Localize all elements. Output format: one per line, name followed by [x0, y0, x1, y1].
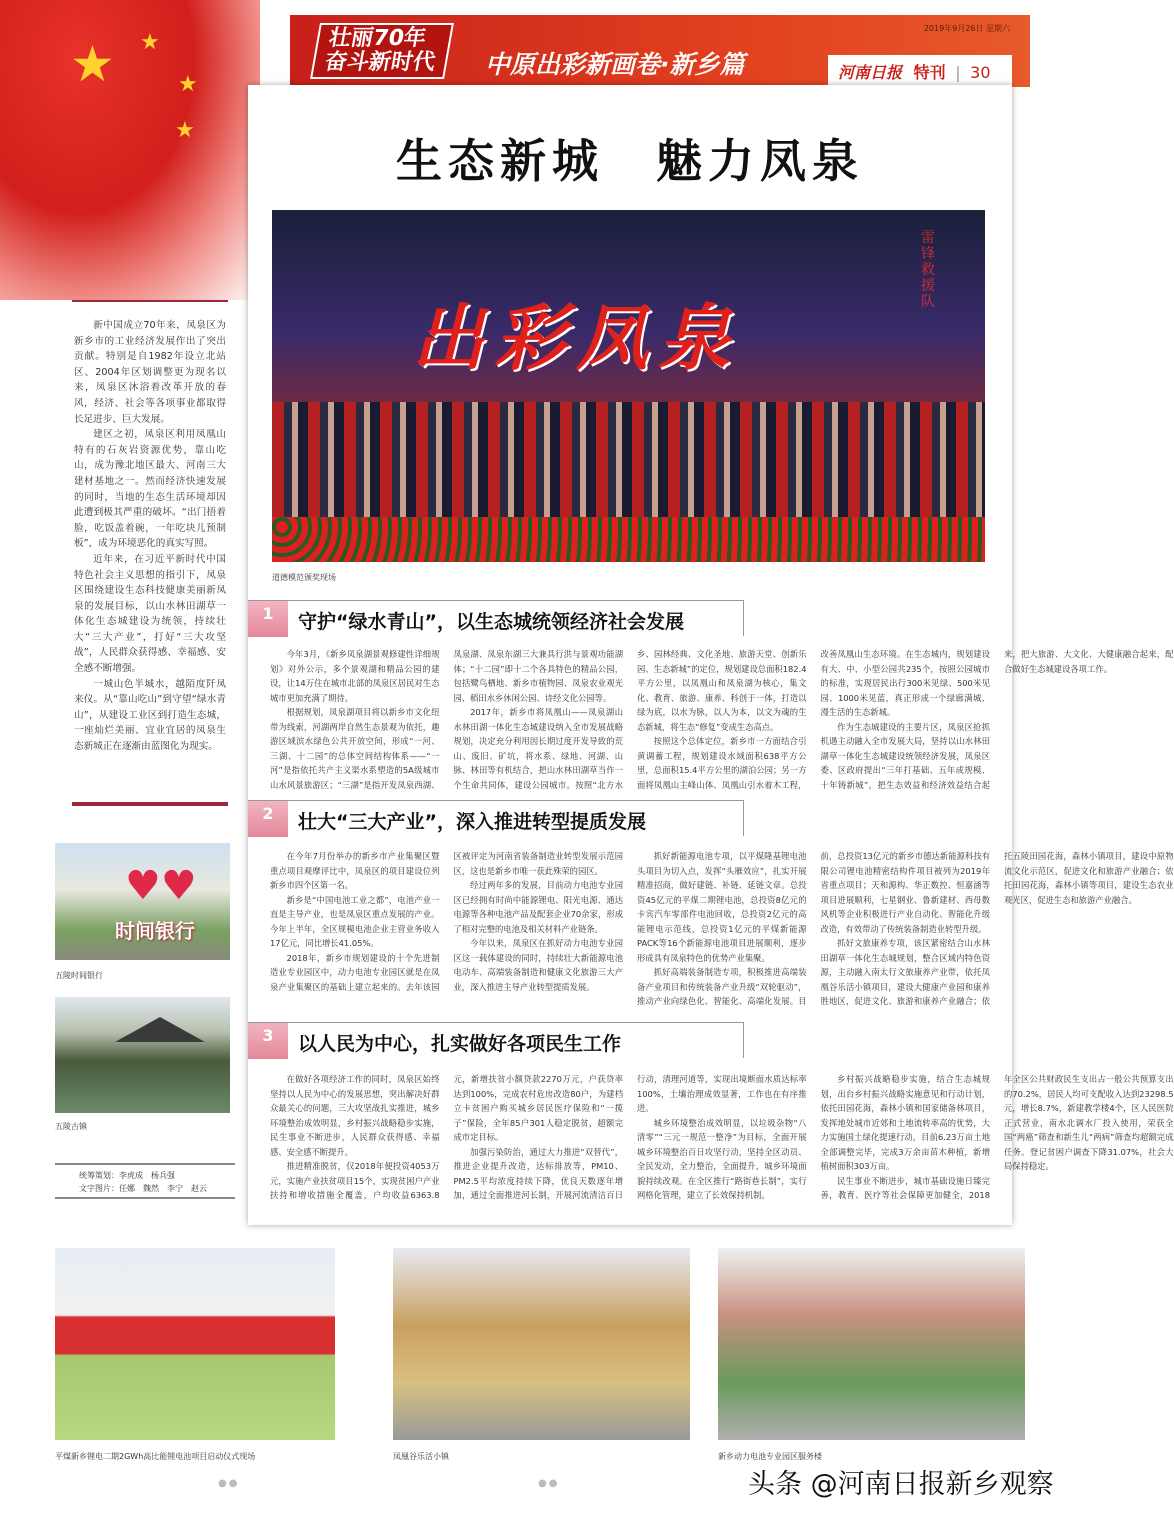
- credit-line: 文字图片：任娜 魏然 李宁 赵云: [79, 1184, 207, 1193]
- ancient-town-photo: [55, 997, 230, 1113]
- star-icon: ★: [70, 35, 115, 93]
- anniversary-logo: 壮丽70年 奋斗新时代: [310, 23, 454, 79]
- section-number: 3: [248, 1023, 288, 1059]
- paragraph: 按照这个总体定位，新乡市一方面结合引黄调蓄工程，规划建设水域面积638平方公里，总面积15.4平方公里的湖泊公园；另一方面将凤凰山主峰山体、凤凰山引水着木工程，改善凤凰山生态环境。在生态城内，规划建设有大、中、小型公园共235个，按照公园城市的标准，实现居民出行300米见绿、500米见园、1000米见蓝，真正形成一个绿廊满城、漫生活的生态新城。: [637, 649, 990, 790]
- watermark: 头条 @河南日报新乡观察: [748, 1469, 1054, 1500]
- page-number: 30: [970, 63, 991, 82]
- star-icon: ★: [178, 72, 198, 97]
- edition-label: 特刊: [913, 63, 946, 82]
- paragraph: 抓好文旅康养专项，该区紧密结合山水林田湖草一体化生态城规划，整合区域内特色资源，主动融入南太行文旅康养产业带，依托凤凰谷乐活小镇项目，建设大健康产业园和康养胜地区，促进文化、旅游和康养产业融合；依托五陵田园花海，森林小镇项目，建设中原物流文化示范区，促进文化和旅游产业融合；依托田园花海，森林小镇等项目，建设生态农业观光区，促进生态和旅游产业融合。: [820, 851, 1174, 1006]
- section-header-3: [248, 1022, 744, 1058]
- section-header-1: [248, 600, 744, 636]
- page-title: 生态新城 魅力凤泉: [396, 134, 864, 188]
- paragraph: 在今年7月份举办的新乡市产业集聚区暨重点项目观摩评比中，凤泉区的项目建设位列新乡市四个区第一名。: [270, 851, 440, 890]
- industrial-park-photo: [718, 1248, 1025, 1440]
- paragraph: 推进精准脱贫，仅2018年便投资4053万元，实施产业扶贫项目15个，实现贫困户产业扶持和增收措施全覆盖，户均收益6363.8元，新增扶贫小额贷款2270万元，户获贷率达到100%，完成农村危房改造80户，为建档立卡贫困户购买城乡居民医疗保险和“一揽子”保险，全年85户301人稳定脱贫，超额完成市定目标。: [270, 1074, 623, 1200]
- paragraph: 新乡是“中国电池工业之都”，电池产业一直是主导产业，也是凤泉区重点发展的产业。今年上半年，全区规模电池企业主营业务收入17亿元，同比增长41.05%。: [270, 894, 440, 948]
- gallery-pager[interactable]: ●●: [218, 1478, 240, 1489]
- section-title: 壮大“三大产业”，深入推进转型提质发展: [298, 811, 646, 833]
- paragraph: 近年来，在习近平新时代中国特色社会主义思想的指引下，凤泉区围绕建设生态科技健康美丽新凤泉的发展目标，以山水林田湖草一体化生态城建设为统领，持续壮大“三大产业”，打好“三大攻坚战”，人民群众获得感、幸福感、安全感不断增强。: [74, 553, 226, 675]
- heart-icon: ♥♥: [125, 863, 197, 909]
- time-bank-photo: [55, 843, 230, 960]
- page-tab: 河南日报 特刊 | 30: [828, 55, 1012, 87]
- paragraph: 2017年，新乡市将凤凰山——凤泉湖山水林田湖一体化生态城建设纳入全市发展战略规划，决定充分利用因长期过度开发导致的荒山、废旧、矿坑，将水系、绿地、河湖、山脉、林田等有机结合，把山水林田湖草当作一个生命共同体，建设公园城市。按照“北方水乡、园林经典、文化圣地、旅游天堂、创新乐园、生态新城”的定位，规划建设总面积182.4平方公里，以凤凰山和凤泉湖为核心，集文化、教育、旅游、康养、科创于一体，打造以绿为底，以水为脉，以人为本，以文为魂的生态新城，将生态“修复”变成生态高点。: [453, 649, 807, 790]
- sidebar-intro: [74, 318, 226, 755]
- paragraph: 抓好新能源电池专项，以平煤隆基锂电池头项目为切入点，发挥“头雁效应”，扎实开展精准招商，做好建链、补链、延链文章。总投资45亿元的平煤二期锂电池，总投资8亿元的卡宾汽车零部件电池回收，总投资2亿元的高能锂电示范线，总投资1亿元的平煤新能源PACK等16个新能源电池项目进展顺利，逐步形成具有凤泉特色的优势产业集聚。: [637, 851, 807, 963]
- photo-flowers: [272, 517, 985, 562]
- photo-caption: 平煤新乡锂电二期2GWh高比能锂电池项目启动仪式现场: [55, 1452, 256, 1461]
- credits: [55, 1163, 235, 1199]
- photo-stage-text: 出彩凤泉: [412, 296, 741, 380]
- fenghuang-valley-photo: [393, 1248, 690, 1440]
- section-number: 2: [248, 801, 288, 837]
- photo-side-text: 雷锋救援队: [921, 230, 935, 310]
- divider: [72, 802, 228, 806]
- paragraph: 抓好高端装备制造专项，积极推进高端装备产业项目和传统装备产业升级“双轮驱动”，推动产业向绿色化、智能化、高端化发展。目前，总投资13亿元的新乡市德达新能源科技有限公司锂电池精密结构件项目被列为2019年省重点项目；天和源构、华正数控、恒嘉涵等项目进展顺利，七星钢业、鲁新建材、西母数风机等企业积极进行产业自动化、智能化升级改造，有效带动了传统装备制造业转型升级。: [637, 851, 990, 1006]
- paragraph: 建区之初，凤泉区利用凤凰山特有的石灰岩资源优势，靠山吃山，成为豫北地区最大、河南三大建材基地之一。然而经济快速发展的同时，当地的生态生活环境却因此遭到极其严重的破坏。“出门捂着脸，吃饭盖着碗，一年吃块儿预制板”，成为环境恶化的真实写照。: [74, 429, 226, 550]
- pavilion-roof: [115, 1017, 205, 1042]
- paragraph: 加强污染防治，通过大力推进“双替代”，推进企业提升改造，达标排放等，PM10、PM2.5平均浓度持续下降，优良天数逐年增加，通过全面推进河长制，开展河流清洁百日行动，清理河道等，实现出境断面水质达标率100%，土壤治理成效显著，工作也在有序推进。: [453, 1074, 807, 1200]
- star-icon: ★: [175, 118, 195, 143]
- paragraph: 新中国成立70年来，凤泉区为新乡市的工业经济发展作出了突出贡献。特别是自1982年设立北站区、2004年区划调整更为现名以来，凤泉区沐浴着改革开放的春风，经济、社会等各项事业都取得长足进步、巨大发展。: [74, 320, 226, 425]
- paragraph: 今年3月，《新乡凤泉湖景观修建性详细规划》对外公示，多个景观湖和精品公园的建设，让14万住在城市北部的凤泉区居民对生态城市更加充满了期待。: [270, 649, 440, 703]
- issue-date: 2019年9月26日 星期六: [923, 24, 1010, 33]
- photo-caption: 新乡动力电池专业园区服务楼: [718, 1452, 822, 1461]
- section-body-3: [270, 1072, 1174, 1204]
- star-icon: ★: [140, 30, 160, 55]
- photo-caption: 五陵古镇: [55, 1122, 87, 1131]
- paragraph: 在做好各项经济工作的同时，凤泉区始终坚持以人民为中心的发展思想，突出解决好群众最关心的问题，三大攻坚战扎实推进，城乡环境整治成效明显，乡村振兴战略稳步实施，民生事业不断进步，人民群众获得感、幸福感、安全感不断提升。: [270, 1074, 440, 1157]
- section-body-1: [270, 647, 1174, 792]
- divider: [72, 300, 228, 302]
- article-card: [248, 85, 1174, 1225]
- photo-caption: 五陵时间银行: [55, 971, 103, 980]
- paragraph: 今年以来，凤泉区在抓好动力电池专业园区这一载体建设的同时，持续壮大新能源电池电动车、高端装备制造和健康文化旅游三大产业，深入推进主导产业转型提质发展。: [453, 938, 623, 992]
- paragraph: 乡村振兴战略稳步实施，结合生态城规划，出台乡村振兴战略实施意见和行动计划，依托田园花海，森林小镇和国家储备林项目，发挥地处城市近郊和土地流转率高的优势，大力实施国土绿化提速行动，目前6.23万亩土地全部调整完毕，完成3万余亩苗木种植，新增植树面积303万亩。: [820, 1074, 990, 1171]
- paragraph: 民生事业不断进步，城市基础设施日臻完善，教育、医疗等社会保障更加健全，2018年全区公共财政民生支出占一般公共预算支出的70.2%，居民人均可支配收入达到23298.5元，增长8.7%，新建教学楼4个，区人民医院正式营业，南水北调水厂投入使用，荣获全国“两癌”筛查和新生儿“两病”筛查均超额完成任务。登记贫困户调查下降31.07%，社会大局保持稳定。: [820, 1074, 1174, 1200]
- battery-project-photo: [55, 1248, 335, 1440]
- paragraph: 经过两年多的发展，目前动力电池专业园区已经拥有时尚中能源锂电、阳光电源、通达电源等各种电池产品及配套企业70余家，形成了相对完整的电池及相关材料产业链条。: [453, 880, 623, 934]
- masthead-slogan: 中原出彩新画卷·新乡篇: [485, 50, 745, 79]
- paper-name: 河南日报: [838, 63, 903, 82]
- paragraph: 一城山色半城水，越陌度阡凤来仪。从“靠山吃山”到守望“绿水青山”，从建设工业区到打造生态城，一座灿烂美丽、宜业宜居的凤泉生态新城正在逐渐由蓝图化为现实。: [74, 678, 226, 753]
- paragraph: 作为生态城建设的主要片区，凤泉区抢抓机遇主动融入全市发展大局，坚持以山水林田湖草一体化生态城建设统领经济发展，凤泉区委、区政府提出“三年打基础、五年成规模、十年铸新城”，把生态效益和经济效益结合起来，把大旅游、大文化、大健康融合起来，配合做好生态城建设各项工作。: [820, 649, 1174, 790]
- photo-sign-text: 时间银行: [115, 919, 195, 943]
- gallery-pager[interactable]: ●●: [538, 1478, 560, 1489]
- photo-people: [272, 402, 985, 522]
- section-header-2: [248, 800, 744, 836]
- photo-caption: 凤凰谷乐活小镇: [393, 1452, 449, 1461]
- main-photo-caption: 道德模范颁奖现场: [272, 573, 336, 582]
- section-title: 守护“绿水青山”，以生态城统领经济社会发展: [298, 611, 684, 633]
- main-photo: [272, 210, 985, 562]
- section-number: 1: [248, 601, 288, 637]
- paragraph: 根据规划，凤泉湖项目将以新乡市文化纽带为线索，河湖两岸自然生态景观为依托，趣游区域滨水绿色公共开放空间，形成“一河、三湖、十二园”的总体空间结构体系——“一河”是指依托共产主义渠水系塑造的5A级城市山水风景旅游区；“三湖”是指开发凤泉西湖、凤泉湖、凤泉东湖三大兼具行洪与景观功能湖体；“十二园”即十二个各具特色的精品公园，包括鹭鸟栖地、新乡市植物园、凤泉农业观光园、稻田水乡休闲公园、诗经文化公园等。: [270, 649, 623, 790]
- credit-line: 统筹策划：李虎成 杨兵强: [79, 1171, 175, 1180]
- section-body-2: [270, 849, 1174, 1009]
- paragraph: 城乡环境整治成效明显，以垃圾杂物“八清零”“三元一规范一整净”为目标，全面开展城乡环境整治百日攻坚行动，坚持全区动员、全民发动，全力整治，全面提升，城乡环境面貌持续改观。在全区推行“路街巷长制”，实行网格化管理，建立了长效保持机制。: [637, 1117, 807, 1200]
- national-flag-graphic: [0, 0, 260, 300]
- section-title: 以人民为中心，扎实做好各项民生工作: [298, 1033, 622, 1055]
- paragraph: 2018年，新乡市规划建设的十个先进制造业专业园区中，动力电池专业园区就是在凤泉产业集聚区的基础上建立起来的。去年该园区被评定为河南省装备制造业转型发展示范园区，这也是新乡市唯一获此殊荣的园区。: [270, 851, 623, 992]
